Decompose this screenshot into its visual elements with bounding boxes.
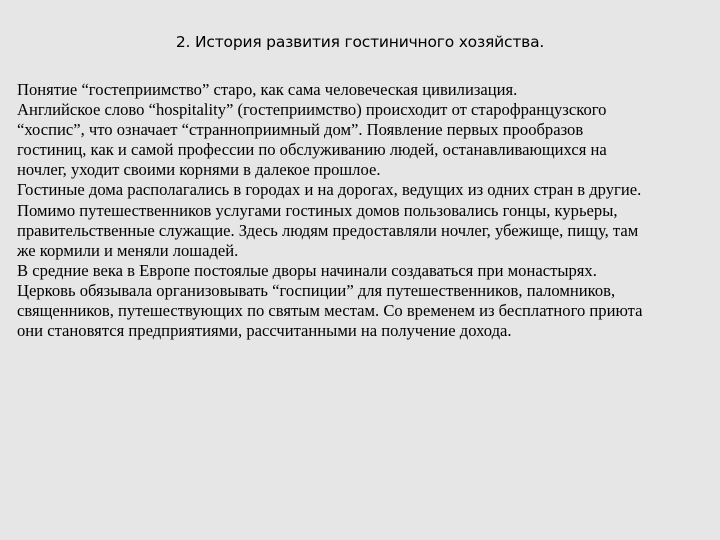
body-line: ночлег, уходит своими корнями в далекое прошлое. <box>17 160 381 180</box>
body-line: священников, путешествующих по святым местам. Со временем из бесплатного приюта <box>17 301 643 321</box>
body-line: гостиниц, как и самой профессии по обслуживанию людей, останавливающихся на <box>17 140 607 160</box>
slide-body-text <box>17 80 707 341</box>
body-line: “хоспис”, что означает “странноприимный дом”. Появление первых прообразов <box>17 120 584 140</box>
slide-title-text: 2. История развития гостиничного хозяйства. <box>175 33 545 51</box>
body-line: Помимо путешественников услугами гостиных домов пользовались гонцы, курьеры, <box>17 200 618 220</box>
body-line: Гостиные дома располагались в городах и на дорогах, ведущих из одних стран в другие. <box>17 180 642 200</box>
slide-title <box>0 33 720 51</box>
body-line: Английское слово “hospitality” (гостеприимство) происходит от старофранцузского <box>17 100 607 120</box>
body-line: Понятие “гостеприимство” старо, как сама человеческая цивилизация. <box>17 80 518 99</box>
body-line: правительственные служащие. Здесь людям предоставляли ночлег, убежище, пищу, там <box>17 220 639 240</box>
body-line: же кормили и меняли лошадей. <box>17 240 239 260</box>
body-line: Церковь обязывала организовывать “госпиции” для путешественников, паломников, <box>17 280 616 300</box>
body-line: они становятся предприятиями, рассчитанными на получение дохода. <box>17 321 512 341</box>
body-line: В средние века в Европе постоялые дворы начинали создаваться при монастырях. <box>17 260 597 280</box>
